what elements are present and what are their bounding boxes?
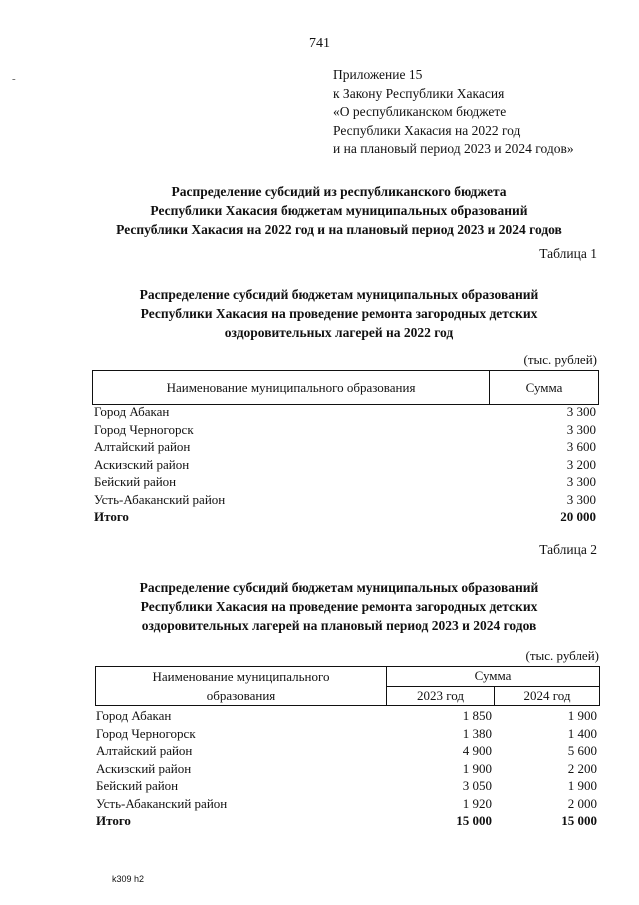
appendix-line: «О республиканском бюджете [333,104,507,119]
table1-col-sum: Сумма [490,371,599,405]
main-title [40,182,638,239]
table1-col-name: Наименование муниципального образования [93,371,490,405]
table1-body [94,403,599,526]
row-value: 3 300 [566,474,596,489]
table1-title [40,285,638,342]
table2-col-name-line: Наименование муниципального [152,669,330,684]
table2-col-name-line: образования [206,688,276,703]
row-value-2023: 1 380 [462,725,492,741]
table1-header [92,370,599,405]
row-value-2023: 1 900 [462,760,492,776]
total-value: 20 000 [560,509,596,524]
row-name: Город Черногорск [96,725,196,741]
row-name: Аскизский район [94,456,190,472]
appendix-line: к Закону Республики Хакасия [333,85,505,101]
table1-label: Таблица 1 [539,246,597,261]
table1-title-line: Распределение субсидий бюджетам муниципальных образований [139,287,539,302]
table-row [96,795,600,813]
main-title-line: Республики Хакасия бюджетам муниципальных образований [150,203,528,218]
row-value: 3 300 [566,491,596,507]
total-value-2024: 15 000 [561,813,597,828]
total-label: Итого [96,813,131,828]
table2-label: Таблица 2 [539,542,597,557]
row-name: Город Абакан [94,404,170,419]
row-name: Город Черногорск [94,421,194,437]
table1-title-line: Республики Хакасия на проведение ремонта загородных детских [140,306,538,321]
appendix-line: Приложение 15 [333,67,423,82]
row-value-2023: 1 850 [462,708,492,723]
table-row [96,707,600,725]
main-title-line: Республики Хакасия на 2022 год и на плановый период 2023 и 2024 годов [116,222,562,237]
row-value-2024: 1 900 [567,778,597,793]
table-row [96,760,600,778]
appendix-line: Республики Хакасия на 2022 год [333,122,521,138]
row-value-2024: 2 200 [567,760,597,776]
row-value-2023: 3 050 [462,778,492,793]
table2-header [95,666,600,706]
table2-title [40,578,638,635]
main-title-line: Распределение субсидий из республиканского бюджета [171,184,507,199]
row-value-2024: 2 000 [567,795,597,811]
row-value-2023: 4 900 [462,743,492,758]
row-name: Алтайский район [94,439,191,454]
row-value-2024: 1 900 [567,708,597,723]
footer-code: k309 h2 [112,874,145,884]
table1-title-line: оздоровительных лагерей на 2022 год [224,325,454,340]
table2-col-name [96,667,387,706]
row-value: 3 300 [566,421,596,437]
row-name: Бейский район [96,778,179,793]
appendix-header [333,66,574,159]
table1-unit: (тыс. рублей) [523,352,597,367]
row-name: Город Абакан [96,708,172,723]
table-row [94,491,599,509]
row-value: 3 200 [566,456,596,472]
table2-unit: (тыс. рублей) [525,648,599,663]
row-name: Аскизский район [96,760,192,776]
table-total-row [96,812,600,830]
table2-title-line: Распределение субсидий бюджетам муниципальных образований [139,580,539,595]
table-row [96,725,600,743]
row-value-2024: 1 400 [567,725,597,741]
table-row [96,742,600,760]
table-row [94,473,599,491]
table-row [94,421,599,439]
table2-col-sum: Сумма [387,667,600,687]
table2-col-2024: 2024 год [495,686,600,706]
row-name: Бейский район [94,474,177,489]
total-label: Итого [94,509,129,524]
table-row [94,438,599,456]
row-name: Усть-Абаканский район [94,491,226,507]
row-value: 3 600 [566,439,596,454]
row-value-2024: 5 600 [567,743,597,758]
table-row [94,456,599,474]
page-number: 741 [309,36,330,51]
row-name: Алтайский район [96,743,193,758]
table-row [96,777,600,795]
table2-title-line: Республики Хакасия на проведение ремонта загородных детских [140,599,538,614]
total-value-2023: 15 000 [456,813,492,828]
row-name: Усть-Абаканский район [96,795,228,811]
appendix-line: и на плановый период 2023 и 2024 годов» [333,141,574,156]
table2-body [96,707,600,830]
row-value-2023: 1 920 [462,795,492,811]
row-value: 3 300 [566,404,596,419]
table-total-row [94,508,599,526]
table2-title-line: оздоровительных лагерей на плановый период 2023 и 2024 годов [141,618,537,633]
table-row [94,403,599,421]
margin-mark: - [12,73,16,85]
table2-col-2023: 2023 год [387,686,495,706]
